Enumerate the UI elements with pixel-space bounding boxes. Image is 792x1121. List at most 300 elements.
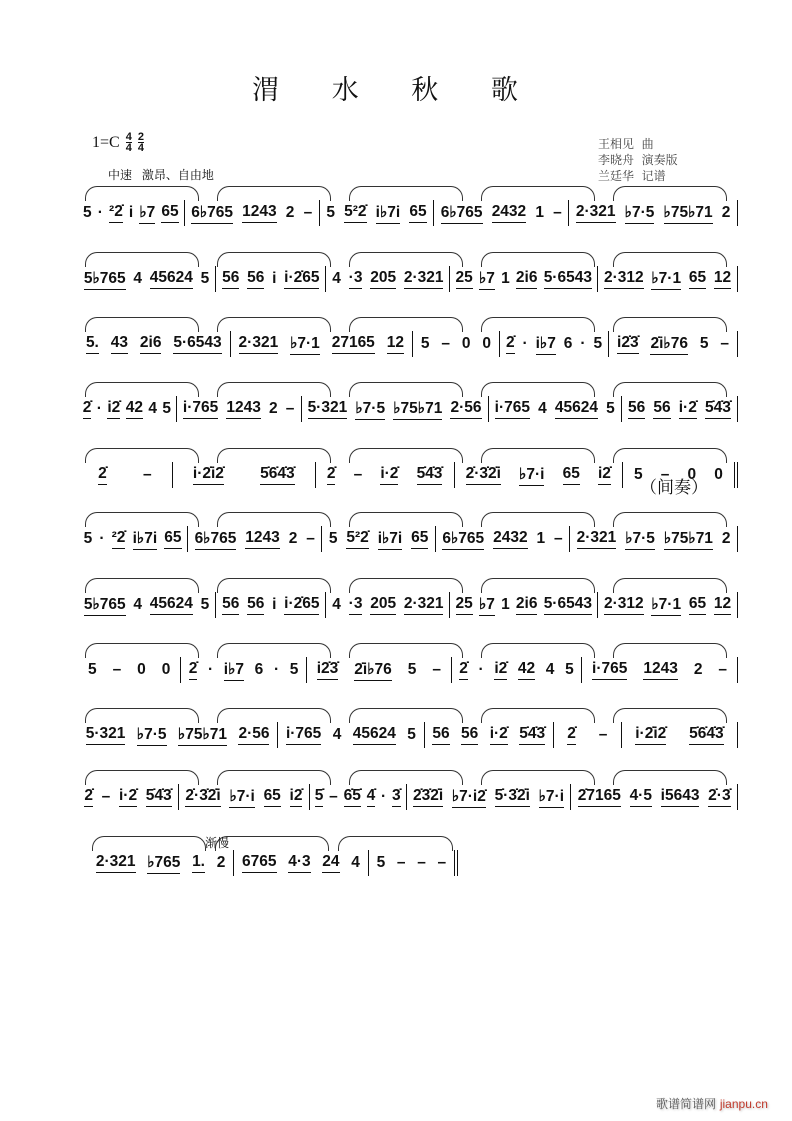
note-group: 2 [216, 854, 226, 871]
measure [185, 200, 320, 226]
note-group: ²2̇ [112, 529, 126, 549]
score-line [78, 380, 738, 430]
note-group: ♭7·i [539, 787, 564, 808]
note-group: 56 [247, 595, 264, 615]
measure [500, 331, 609, 357]
note-group: 56 [432, 725, 449, 745]
note-group: i·2̇ [380, 465, 398, 485]
note-group: – [101, 788, 111, 805]
note-group: 6♭765 [442, 529, 484, 550]
measure [216, 592, 326, 618]
measure [569, 200, 738, 226]
note-group: – [303, 204, 313, 221]
slur-arc [85, 708, 199, 723]
note-group: · [381, 788, 387, 805]
interlude-label: （间奏） [640, 478, 708, 498]
note-group: 65 [411, 529, 428, 549]
slur-row [78, 510, 738, 524]
note-group: 12 [714, 269, 731, 289]
note-group: 0 [687, 466, 697, 483]
note-group: 1 [536, 530, 546, 547]
score-line [78, 768, 738, 818]
note-group: 2̇ [98, 465, 107, 485]
note-group: 2 [721, 530, 731, 547]
note-group: 5̇4̇3̇ [146, 787, 172, 807]
note-group: 2 [285, 204, 295, 221]
slur-arc [349, 770, 463, 785]
note-group: i·765 [286, 725, 321, 745]
measure [316, 462, 455, 488]
note-group: 2·56 [238, 725, 269, 745]
note-group: 5̇ [315, 787, 324, 807]
slur-arc [481, 708, 595, 723]
credit-composer: 王相见 曲 [598, 137, 654, 151]
slur-arc [613, 448, 727, 463]
note-row [78, 592, 738, 618]
note-group: 2·321 [96, 853, 136, 873]
measure [302, 396, 489, 422]
note-group: 5 [407, 726, 416, 743]
slur-arc [85, 770, 199, 785]
watermark-site-name: 歌谱简谱网 [656, 1097, 717, 1111]
note-group: 2̇i♭76 [354, 660, 391, 681]
score-line [78, 706, 738, 756]
note-group: 1 [501, 596, 510, 613]
note-group: i·765 [592, 660, 627, 680]
slur-arc [217, 382, 331, 397]
note-group: 5 [420, 335, 430, 352]
note-group: ♭7·i2̇ [452, 787, 486, 808]
note-group: i·2̇ [490, 725, 508, 745]
measure [78, 462, 173, 488]
note-group: i♭7 [536, 334, 556, 355]
note-group: i♭7i [378, 529, 403, 550]
note-group: 2·321 [576, 203, 616, 223]
slur-row [78, 315, 738, 329]
note-group: ♭7·1 [651, 269, 681, 290]
note-group: 4·5 [630, 787, 652, 807]
slur-arc [217, 186, 331, 201]
note-group: 5̇6̇4̇3̇ [689, 725, 723, 745]
note-group: i·2̇65 [284, 269, 319, 289]
note-group: i2̇ [598, 465, 611, 485]
note-group: 5 [565, 661, 574, 678]
note-row [78, 200, 738, 226]
measure [307, 657, 452, 683]
note-group: ♭7 [139, 203, 155, 224]
note-group: – [720, 335, 729, 352]
note-group: 1 [535, 204, 544, 221]
note-group: 4̇ [367, 787, 376, 807]
slur-arc [613, 317, 727, 332]
slur-arc [349, 643, 463, 658]
note-row [78, 784, 738, 810]
note-group: 5 [328, 530, 338, 547]
note-group: · [522, 335, 528, 352]
note-group: 2̇ [84, 787, 93, 807]
note-group: · [99, 530, 105, 547]
note-group: 0 [482, 335, 492, 352]
note-group: i·2̇ [679, 399, 697, 419]
slur-row [78, 706, 738, 720]
score-line [78, 184, 738, 234]
note-group: 6̇5̇ [344, 787, 361, 807]
note-group: 6 [563, 335, 573, 352]
slur-arc [481, 448, 595, 463]
note-group: 2̇3̇2̇i [413, 787, 443, 807]
note-group: 5♭765 [84, 595, 126, 616]
note-group: 5 [200, 270, 210, 287]
note-group: – [143, 466, 152, 483]
slur-arc [217, 448, 331, 463]
slur-arc [349, 578, 463, 593]
note-group: 2̇ [459, 660, 468, 680]
note-row [78, 462, 738, 488]
note-group: 5 [87, 661, 97, 678]
measure [413, 331, 500, 357]
slur-arc [613, 578, 727, 593]
slur-arc [613, 382, 727, 397]
slur-arc [217, 578, 331, 593]
note-group: 56 [461, 725, 478, 745]
note-row [78, 722, 738, 748]
note-group: 4 [351, 854, 360, 871]
measure [78, 396, 177, 422]
tempo-marking: 中速 激昂、自由地 [108, 168, 214, 182]
note-group: 2432 [493, 529, 527, 549]
note-group: – [437, 854, 447, 871]
note-group: 2 [269, 400, 278, 417]
note-group: 2̇ [506, 334, 515, 354]
measure [326, 592, 450, 618]
measure [452, 657, 582, 683]
credit-performer: 李晓舟 演奏版 [598, 153, 678, 167]
score-line [88, 834, 458, 884]
note-group: 25 [456, 269, 473, 289]
measure [554, 722, 622, 748]
time-signature-2-4: $\frac{2}{4}$ [137, 131, 144, 154]
note-group: 2 [288, 530, 298, 547]
note-group: ♭7·5 [625, 203, 655, 224]
note-group: 2·312 [604, 595, 644, 615]
note-group: 5²2̇ [344, 203, 366, 223]
note-group: i·765 [495, 399, 530, 419]
slur-arc [85, 186, 199, 201]
slur-row [78, 446, 738, 460]
note-group: – [396, 854, 406, 871]
note-group: – [329, 788, 338, 805]
note-group: 3̇ [392, 787, 401, 807]
note-group: 65 [689, 595, 706, 615]
measure [88, 850, 234, 876]
note-group: 2̇·3̇2̇i [185, 787, 220, 807]
slur-row [78, 576, 738, 590]
note-group: · [478, 661, 484, 678]
note-group: 45624 [555, 399, 598, 419]
note-group: ♭765 [147, 853, 180, 874]
note-group: 65 [161, 203, 178, 223]
note-group: 2·321 [239, 334, 279, 354]
note-group: 5 [699, 335, 709, 352]
note-group: – [306, 530, 315, 547]
note-group: 5·6543 [544, 595, 592, 615]
note-group: 1. [192, 853, 205, 873]
note-group: 5 [289, 661, 299, 678]
note-group: i2̇3̇ [617, 334, 639, 354]
measure [234, 850, 369, 876]
score-line [78, 641, 738, 691]
measure [322, 526, 436, 552]
measure [326, 266, 450, 292]
note-group: 1243 [643, 660, 677, 680]
note-group: 2 [693, 661, 703, 678]
note-group: 2̇ [189, 660, 198, 680]
note-group: i [272, 270, 277, 287]
score-line [78, 315, 738, 365]
note-group: 2·321 [577, 529, 617, 549]
note-group: 5 [376, 854, 386, 871]
note-group: – [353, 466, 363, 483]
slur-row [88, 834, 458, 848]
measure [570, 526, 738, 552]
note-group: 65 [164, 529, 181, 549]
note-group: 2·312 [604, 269, 644, 289]
measure [598, 592, 738, 618]
note-group: 45624 [150, 269, 193, 289]
note-group: 5²2̇ [346, 529, 368, 549]
watermark [656, 1095, 768, 1112]
measure [598, 266, 738, 292]
slur-row [78, 380, 738, 394]
song-title: 渭 水 秋 歌 [252, 75, 540, 106]
note-group: 56 [653, 399, 670, 419]
measure [216, 266, 326, 292]
slur-arc [85, 382, 199, 397]
note-group: 5♭765 [84, 269, 126, 290]
measure [489, 396, 622, 422]
measure [455, 462, 623, 488]
note-group: 2̇·3̇ [708, 787, 730, 807]
note-group: 205 [370, 269, 396, 289]
measure [622, 396, 738, 422]
slur-arc [481, 578, 595, 593]
note-row [78, 657, 738, 683]
note-group: 5̇4̇3̇ [705, 399, 731, 419]
score-line [78, 446, 738, 496]
note-group: 205 [370, 595, 396, 615]
measure [78, 722, 278, 748]
slur-arc [217, 708, 331, 723]
note-group: 4 [332, 270, 341, 287]
note-group: 56 [628, 399, 645, 419]
note-group: ♭7 [479, 595, 495, 616]
note-group: 4 [133, 596, 143, 613]
note-group: 4 [538, 400, 547, 417]
note-group: · [97, 204, 103, 221]
measure [450, 592, 598, 618]
slur-arc [85, 252, 199, 267]
note-group: 42 [126, 399, 143, 419]
note-group: 65 [409, 203, 426, 223]
slur-arc [85, 317, 199, 332]
note-group: 2·56 [450, 399, 481, 419]
note-group: 5 [83, 530, 93, 547]
note-group: · [207, 661, 214, 678]
note-row [78, 526, 738, 552]
note-group: 6♭765 [195, 529, 237, 550]
note-group: 5 [326, 204, 335, 221]
note-group: i♭7i [133, 529, 158, 550]
note-group: 2̇i♭76 [650, 334, 687, 355]
note-group: – [718, 661, 728, 678]
note-group: i·2̇i2̇ [193, 465, 224, 485]
note-group: 5·6543 [544, 269, 592, 289]
measure [179, 784, 310, 810]
note-row [88, 850, 458, 876]
note-group: 5·6543 [173, 334, 221, 354]
note-group: ♭7·i [519, 465, 544, 486]
measure [188, 526, 322, 552]
measure [369, 850, 458, 876]
measure [181, 657, 306, 683]
note-group: 5. [86, 334, 99, 354]
measure [78, 657, 181, 683]
note-group: – [441, 335, 451, 352]
note-group: – [554, 530, 563, 547]
slur-arc [217, 512, 331, 527]
note-group: i [128, 204, 134, 221]
slur-arc [613, 186, 727, 201]
measure [278, 722, 424, 748]
slur-arc [85, 512, 199, 527]
note-group: 2̇ [83, 399, 92, 419]
measure [609, 331, 738, 357]
note-group: ♭75♭71 [393, 399, 442, 420]
slur-arc [481, 186, 595, 201]
slur-arc [217, 317, 331, 332]
note-group: 6♭765 [191, 203, 233, 224]
note-group: 0 [137, 661, 146, 678]
note-group: 43 [111, 334, 128, 354]
note-group: 5 [83, 204, 92, 221]
note-group: i·765 [183, 399, 218, 419]
note-group: i2̇3̇ [317, 660, 339, 680]
note-group: 2i6 [516, 595, 538, 615]
note-group: ♭7·5 [625, 529, 655, 550]
note-group: – [432, 661, 441, 678]
note-group: 5 [162, 400, 172, 417]
measure [78, 526, 188, 552]
slur-arc [85, 448, 199, 463]
note-group: 6765 [242, 853, 276, 873]
note-group: i2̇ [107, 399, 120, 419]
slur-arc [481, 382, 595, 397]
note-group: ♭75♭71 [664, 529, 713, 550]
note-group: i♭7i [376, 203, 401, 224]
note-group: ♭7·1 [290, 334, 320, 355]
measure [310, 784, 407, 810]
slur-arc [92, 836, 206, 851]
note-group: 65 [264, 787, 281, 807]
slur-arc [481, 317, 595, 332]
measure [231, 331, 413, 357]
measure [320, 200, 434, 226]
ritardando-marking: 渐慢 [205, 836, 230, 850]
note-group: 0 [161, 661, 171, 678]
note-group: ♭7·i [229, 787, 254, 808]
measure [78, 592, 216, 618]
slur-arc [217, 643, 331, 658]
measure [434, 200, 569, 226]
note-group: i·2̇i2̇ [635, 725, 666, 745]
note-group: 2i6 [140, 334, 162, 354]
note-group: i2̇ [290, 787, 303, 807]
note-group: 12 [387, 334, 404, 354]
note-group: 2̇7165 [578, 787, 621, 807]
measure [425, 722, 554, 748]
note-group: ♭75♭71 [178, 725, 227, 746]
note-group: ♭7·5 [355, 399, 385, 420]
note-group: 4·3 [288, 853, 310, 873]
note-row [78, 331, 738, 357]
note-group: 2i6 [516, 269, 538, 289]
note-group: 1 [501, 270, 510, 287]
note-group: 0 [461, 335, 471, 352]
note-group: 2̇·3̇2̇i [466, 465, 501, 485]
slur-arc [215, 836, 329, 851]
slur-arc [349, 252, 463, 267]
note-group: 1243 [242, 203, 276, 223]
note-group: i5643 [661, 787, 700, 807]
note-group: 45624 [150, 595, 193, 615]
note-group: 45624 [353, 725, 396, 745]
note-group: 4 [545, 661, 555, 678]
note-group: 5̇·3̇2̇i [495, 787, 530, 807]
note-group: 4 [332, 726, 342, 743]
note-group: ·3 [349, 269, 363, 289]
slur-arc [349, 512, 463, 527]
note-row [78, 266, 738, 292]
note-group: 5·321 [86, 725, 126, 745]
slur-arc [349, 186, 463, 201]
note-group: 5̇4̇3̇ [519, 725, 545, 745]
score-line [78, 250, 738, 300]
slur-arc [217, 252, 331, 267]
note-group: 1243 [245, 529, 279, 549]
note-group: · [580, 335, 586, 352]
note-group: 5 [200, 596, 210, 613]
slur-arc [349, 382, 463, 397]
note-group: 2 [721, 204, 731, 221]
key-label: 1=C [92, 133, 120, 151]
slur-arc [85, 643, 199, 658]
note-group: 6♭765 [441, 203, 483, 224]
note-group: i2̇ [494, 660, 507, 680]
note-group: 56 [222, 595, 239, 615]
note-group: 6 [254, 661, 264, 678]
note-group: 25 [456, 595, 473, 615]
note-group: – [598, 726, 608, 743]
note-group: ♭7·5 [137, 725, 167, 746]
note-group: ♭7·1 [651, 595, 681, 616]
measure [622, 722, 738, 748]
note-group: – [112, 661, 122, 678]
slur-arc [613, 512, 727, 527]
note-group: – [553, 204, 562, 221]
measure [582, 657, 738, 683]
slur-arc [481, 512, 595, 527]
note-row [78, 396, 738, 422]
